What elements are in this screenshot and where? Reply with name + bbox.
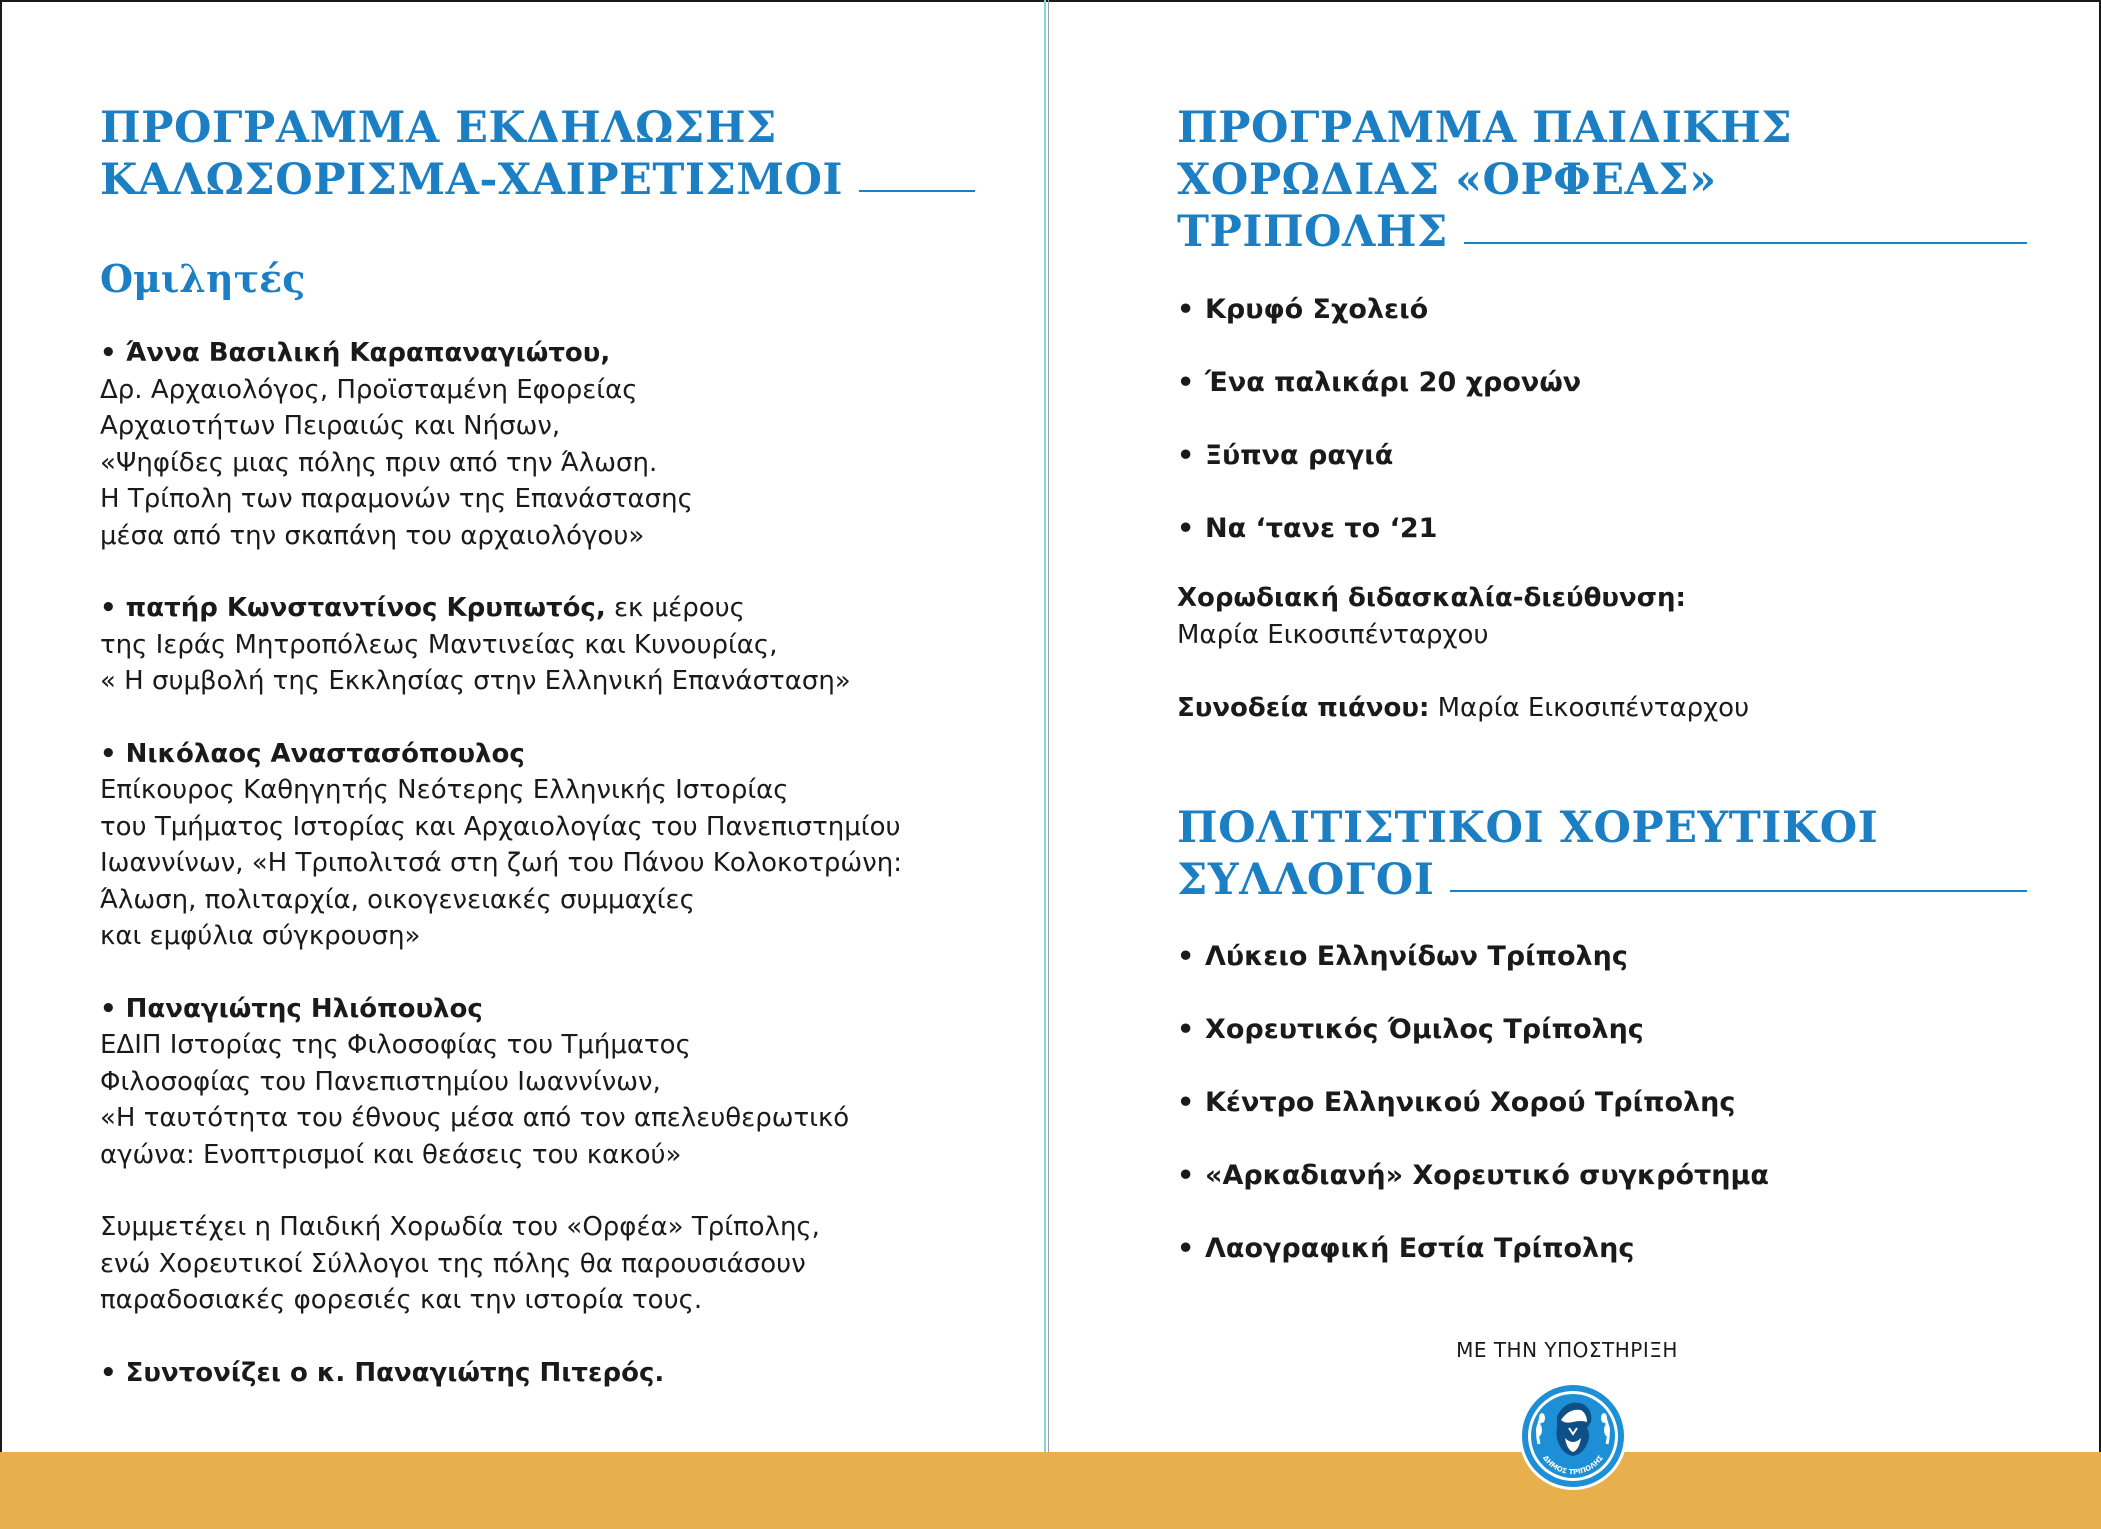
speaker-detail: αγώνα: Ενοπτρισμοί και θεάσεις του κακού» [100,1139,682,1170]
speaker-detail: Δρ. Αρχαιολόγος, Προϊσταμένη Εφορείας [100,374,638,405]
choir-credits [1177,580,2027,727]
municipality-logo [1517,1380,1629,1492]
heading-line: ΠΟΛΙΤΙΣΤΙΚΟΙ ΧΟΡΕΥΤΙΚΟΙ [1177,803,1879,853]
speaker-entry [100,736,1000,955]
participation-line: ενώ Χορευτικοί Σύλλογοι της πόλης θα παρουσιάσουν [100,1248,806,1279]
heading-rule [1464,242,2027,244]
choir-song-list [1177,293,1581,546]
speaker-detail: Αρχαιοτήτων Πειραιώς και Νήσων, [100,411,561,441]
left-page [100,0,1000,1452]
dance-group-item: • Κέντρο Ελληνικού Χορού Τρίπολης [1177,1087,1736,1118]
center-fold-shadow [1048,0,1049,1529]
speaker-detail: Η Τρίπολη των παραμονών της Επανάστασης [100,484,693,514]
direction-label: Χορωδιακή διδασκαλία-διεύθυνση: [1177,583,1686,613]
speaker-detail: ΕΔΙΠ Ιστορίας της Φιλοσοφίας του Τμήματος [100,1030,691,1060]
speaker-entry [100,590,1000,700]
speaker-entry [100,335,1000,554]
dance-group-list [1177,940,1769,1266]
dance-group-item: • Λαογραφική Εστία Τρίπολης [1177,1233,1635,1264]
heading-line: ΤΡΙΠΟΛΗΣ [1177,207,1448,257]
dance-group-item: • Λύκειο Ελληνίδων Τρίπολης [1177,941,1628,972]
speaker-name: • Παναγιώτης Ηλιόπουλος [100,993,483,1024]
center-fold-guide [1044,0,1046,1529]
speakers-title: Ομιλητές [100,256,306,301]
speaker-detail: «Ψηφίδες μιας πόλης πριν από την Άλωση. [100,447,658,478]
heading-line: ΣΥΛΛΟΓΟΙ [1177,855,1435,905]
dance-group-item: • «Αρκαδιανή» Χορευτικό συγκρότημα [1177,1160,1769,1191]
logo-text: ΔΗΜΟΣ ΤΡΙΠΟΛΗΣ [1540,1454,1606,1477]
speaker-detail: Φιλοσοφίας του Πανεπιστημίου Ιωαννίνων, [100,1066,661,1097]
speaker-entry [100,991,1000,1174]
speaker-detail: μέσα από την σκαπάνη του αρχαιολόγου» [100,520,645,551]
speaker-detail: του Τμήματος Ιστορίας και Αρχαιολογίας του Πανεπιστημίου [100,811,901,842]
speaker-detail: Επίκουρος Καθηγητής Νεότερης Ελληνικής Ιστορίας [100,775,789,805]
piano-name: Μαρία Εικοσιπένταρχου [1429,693,1750,723]
speaker-name: • Άννα Βασιλική Καραπαναγιώτου, [100,338,611,368]
song-item: • Να ‘τανε το ‘21 [1177,513,1438,544]
song-item: • Κρυφό Σχολειό [1177,294,1429,325]
speaker-detail: Άλωση, πολιταρχία, οικογενειακές συμμαχίες [100,884,695,915]
speaker-detail: και εμφύλια σύγκρουση» [100,921,421,951]
coordinator-line: • Συντονίζει ο κ. Παναγιώτης Πιτερός. [100,1357,665,1388]
direction-name: Μαρία Εικοσιπένταρχου [1177,620,1489,650]
speaker-name: • πατήρ Κωνσταντίνος Κρυπωτός, [100,593,606,623]
municipality-of-tripoli-seal-icon [1517,1380,1629,1492]
speaker-detail: της Ιεράς Μητροπόλεως Μαντινείας και Κυνουρίας, [100,629,778,660]
dance-groups-heading [1177,802,2027,906]
footer-band [0,1452,2101,1529]
speaker-detail: « Η συμβολή της Εκκλησίας στην Ελληνική Επανάσταση» [100,666,851,696]
heading-line: ΠΡΟΓΡΑΜΜΑ ΕΚΔΗΛΩΣΗΣ [100,103,777,153]
song-item: • Ένα παλικάρι 20 χρονών [1177,367,1582,398]
participation-line: παραδοσιακές φορεσιές και την ιστορία τους. [100,1285,703,1315]
speakers-list [100,335,1000,1391]
speaker-detail: «Η ταυτότητα του έθνους μέσα από τον απελευθερωτικό [100,1103,850,1133]
heading-rule [1450,890,2027,892]
heading-line: ΚΑΛΩΣΟΡΙΣΜΑ-ΧΑΙΡΕΤΙΣΜΟΙ [100,155,844,205]
page-border-left [0,0,2,1529]
piano-label: Συνοδεία πιάνου: [1177,693,1430,723]
heading-line: ΠΡΟΓΡΑΜΜΑ ΠΑΙΔΙΚΗΣ [1177,103,1793,153]
participation-note [100,1209,1000,1319]
event-program-heading [100,102,975,206]
heading-line: ΧΟΡΩΔΙΑΣ «ΟΡΦΕΑΣ» [1177,155,1717,205]
speaker-affiliation: εκ μέρους [605,593,745,623]
dance-group-item: • Χορευτικός Όμιλος Τρίπολης [1177,1014,1644,1045]
speaker-name: • Νικόλαος Αναστασόπουλος [100,738,525,769]
speaker-detail: Ιωαννίνων, «Η Τριπολιτσά στη ζωή του Πάνου Κολοκοτρώνη: [100,848,902,878]
choir-program-heading [1177,102,2027,258]
participation-line: Συμμετέχει η Παιδική Χορωδία του «Ορφέα» Τρίπολης, [100,1212,820,1242]
support-label: ΜΕ ΤΗΝ ΥΠΟΣΤΗΡΙΞΗ [1456,1338,1678,1362]
heading-rule [859,190,975,192]
song-item: • Ξύπνα ραγιά [1177,440,1394,471]
right-page [1177,0,2032,1452]
